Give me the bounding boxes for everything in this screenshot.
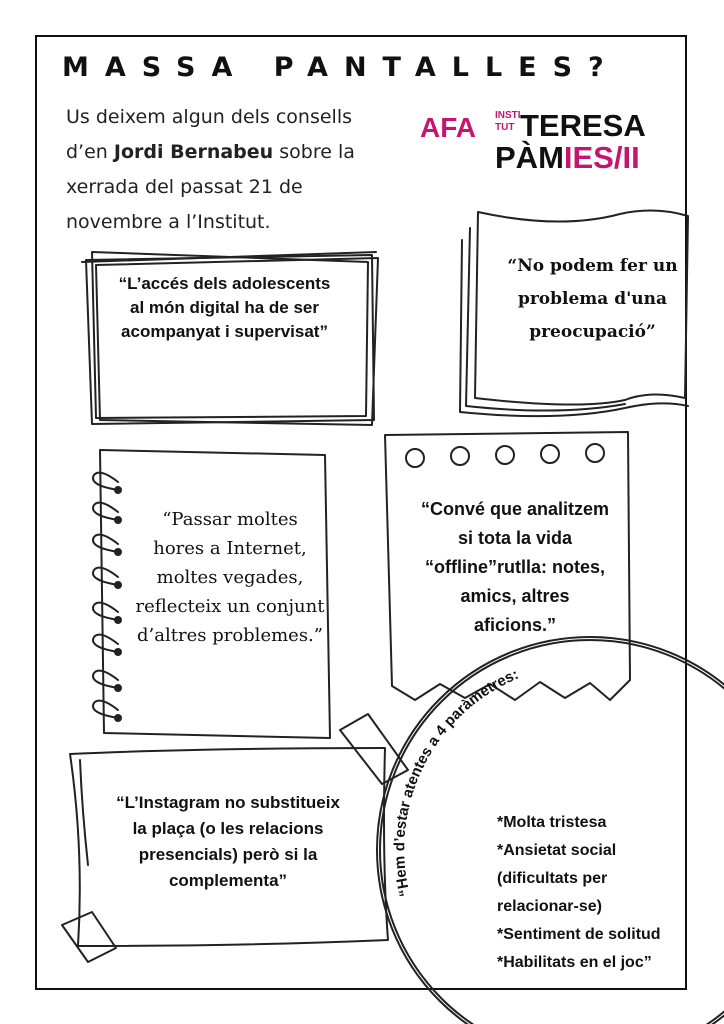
circle-curved-text: “Hem d’estar atentes a 4 paràmetres: bbox=[391, 665, 522, 899]
list-item: (dificultats per bbox=[497, 870, 608, 887]
list-item: *Sentiment de solitud bbox=[497, 926, 661, 943]
page-title: MASSA PANTALLES? bbox=[62, 52, 620, 83]
logo-tut: TUT bbox=[495, 122, 515, 133]
list-item: relacionar-se) bbox=[497, 898, 602, 915]
logo-teresa: TERESA bbox=[520, 108, 646, 143]
list-item: *Ansietat social bbox=[497, 842, 617, 859]
logo-insti: INSTI bbox=[495, 110, 521, 121]
quote-internet-hours: “Passar moltes hores a Internet, moltes vegades, reflecteix un conjunt d’altres problemes.” bbox=[135, 509, 325, 646]
intro-after: sobre la xerrada del passat 21 de novembre a l’Institut. bbox=[66, 141, 355, 233]
logo-pamies-b: IES bbox=[563, 140, 614, 175]
logo-pamies-a: PÀM bbox=[495, 140, 564, 175]
list-item: *Habilitats en el joc” bbox=[497, 954, 652, 971]
quote-offline-life: “Convé que analitzem si tota la vida “offline”rutlla: notes, amics, altres aficions.” bbox=[420, 499, 610, 635]
quote-access: “L’accés dels adolescents al món digital ha de ser acompanyat i supervisat” bbox=[118, 274, 331, 341]
intro-before: Us deixem algun dels consells d’en bbox=[66, 106, 353, 163]
list-item: *Molta tristesa bbox=[497, 814, 607, 831]
parameters-list bbox=[497, 809, 717, 977]
quote-problem: “No podem fer un problema d'una preocupació” bbox=[507, 256, 678, 342]
logo-afa: AFA bbox=[420, 112, 476, 143]
quote-instagram: “L’Instagram no substitueix la plaça (o les relacions presencials) però si la complementa” bbox=[116, 793, 340, 890]
intro-name: Jordi Bernabeu bbox=[113, 141, 274, 163]
logo-pamies-c: /II bbox=[613, 140, 640, 175]
